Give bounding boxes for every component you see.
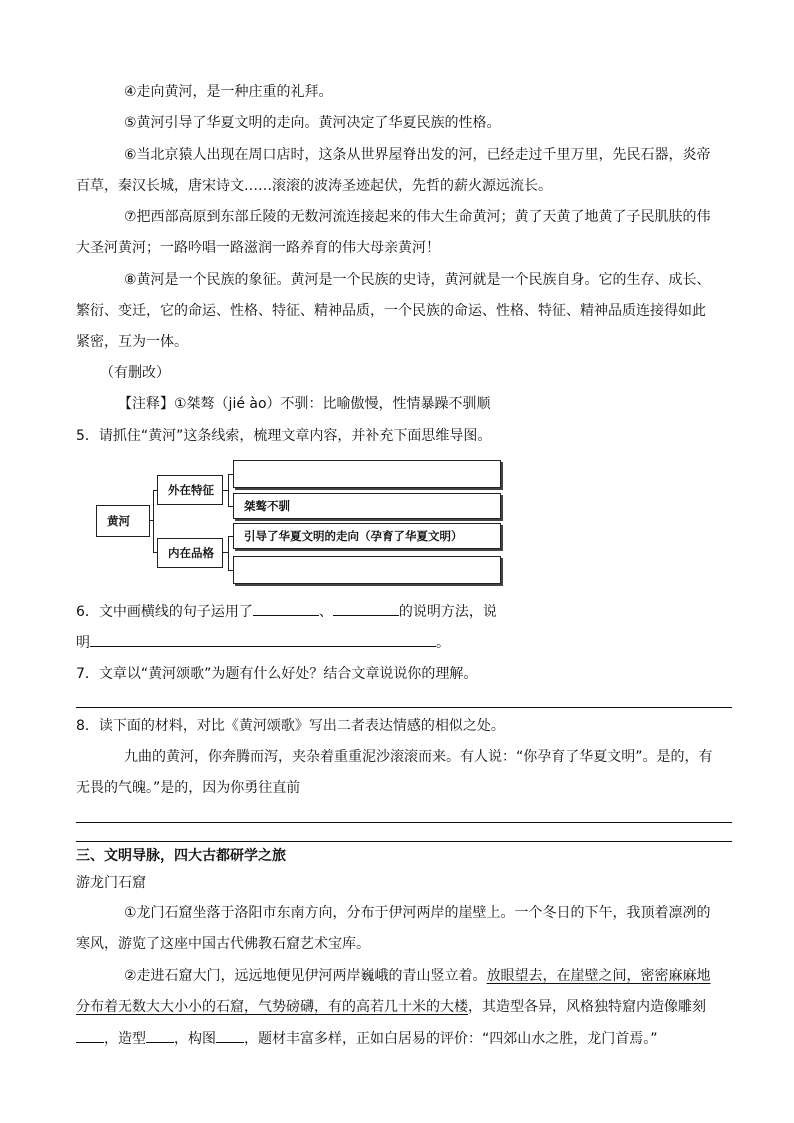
mind-map-leaf-3: 引导了华夏文明的走向（孕育了华夏文明） xyxy=(233,523,501,549)
paragraph-6-line-1: ⑥当北京猿人出现在周口店时，这条从世界屋脊出发的河，已经走过千里万里，先民石器，炎帝 xyxy=(124,147,711,163)
connector-line xyxy=(228,474,233,475)
question-8: 8．读下面的材料，对比《黄河颂歌》写出二者表达情感的相似之处。 xyxy=(76,718,505,734)
paragraph-8-line-1: ⑧黄河是一个民族的象征。黄河是一个民族的史诗，黄河就是一个民族自身。它的生存、成长、 xyxy=(124,272,711,288)
section-3-paragraph-2-line-1 xyxy=(124,966,711,986)
answer-blank-5[interactable] xyxy=(146,1028,174,1043)
answer-blank-3[interactable] xyxy=(90,632,436,647)
question-8-material-line-1: 九曲的黄河，你奔腾而泻，夹杂着重重泥沙滚滚而来。有人说：“你孕育了华夏文明”。是的，有 xyxy=(124,749,713,765)
p2-text-c: ，造型 xyxy=(104,1031,146,1047)
section-3-title: 三、文明导脉，四大古都研学之旅 xyxy=(76,848,286,864)
mind-map-root: 黄河 xyxy=(96,505,150,537)
connector-line xyxy=(228,570,233,571)
p2-underlined-sentence-a: 放眼望去，在崖壁之间，密密麻麻地 xyxy=(486,968,711,984)
paragraph-6-line-2: 百草，秦汉长城，唐宋诗文……滚滚的波涛圣迹起伏，先哲的薪火源远流长。 xyxy=(76,178,552,194)
section-3-paragraph-1-line-1: ①龙门石窟坐落于洛阳市东南方向，分布于伊河两岸的崖壁上。一个冬日的下午，我顶着凛冽的 xyxy=(124,905,711,921)
section-3-subtitle: 游龙门石窟 xyxy=(76,875,146,891)
mind-map-leaf-answer-1[interactable] xyxy=(233,460,501,488)
question-6 xyxy=(76,601,497,622)
edited-note: （有删改） xyxy=(100,365,170,381)
mind-map-leaf-answer-4[interactable] xyxy=(233,556,501,584)
paragraph-8-line-2: 繁衍、变迁，它的命运、性格、特征、精神品质，一个民族的命运、性格、特征、精神品质连接得如此 xyxy=(76,303,706,319)
paragraph-8-line-3: 紧密，互为一体。 xyxy=(76,334,188,350)
question-7: 7．文章以“黄河颂歌”为题有什么好处？结合文章说说你的理解。 xyxy=(76,666,478,682)
section-3-paragraph-1-line-2: 寒风，游览了这座中国古代佛教石窟艺术宝库。 xyxy=(76,936,370,952)
annotation-note: 【注释】①桀骜（jié ào）不驯：比喻傲慢，性情暴躁不驯顺 xyxy=(118,396,491,412)
mind-map-branch-external: 外在特征 xyxy=(157,475,223,505)
section-3-paragraph-2-line-2 xyxy=(76,997,706,1017)
answer-blank-4[interactable] xyxy=(76,1028,104,1043)
connector-line xyxy=(228,474,229,507)
answer-line-q8-1[interactable] xyxy=(76,822,732,823)
p2-text-e: ，题材丰富多样，正如白居易的评价：“四郊山水之胜，龙门首焉。” xyxy=(244,1031,658,1047)
p2-text-b: ，其造型各异，风格独特窟内造像雕刻 xyxy=(468,999,706,1015)
mind-map-leaf-2: 桀骜不驯 xyxy=(233,493,501,519)
question-6-sep: 、 xyxy=(318,604,333,620)
connector-line xyxy=(228,536,229,570)
question-6-text-b: 的说明方法，说 xyxy=(398,604,497,620)
question-6-end: 。 xyxy=(436,635,450,651)
question-5: 5．请抓住“黄河”这条线索，梳理文章内容，并补充下面思维导图。 xyxy=(76,428,492,444)
answer-blank-2[interactable] xyxy=(333,601,399,616)
p2-underlined-sentence-b: 分布着无数大大小小的石窟，气势磅礴，有的高若几十米的大楼 xyxy=(76,999,468,1015)
answer-line-q7[interactable] xyxy=(76,707,732,708)
paragraph-5: ⑤黄河引导了华夏文明的走向。黄河决定了华夏民族的性格。 xyxy=(124,115,501,131)
answer-line-q8-2[interactable] xyxy=(76,841,732,842)
paragraph-4: ④走向黄河，是一种庄重的礼拜。 xyxy=(124,84,333,100)
mind-map-branch-internal: 内在品格 xyxy=(157,538,223,568)
connector-line xyxy=(228,506,233,507)
connector-line xyxy=(153,552,157,553)
question-6-text-c: 明 xyxy=(76,635,90,651)
question-6-text-a: 6．文中画横线的句子运用了 xyxy=(76,604,253,620)
question-6-continued xyxy=(76,632,450,653)
connector-line xyxy=(153,490,154,553)
answer-blank-6[interactable] xyxy=(216,1028,244,1043)
connector-line xyxy=(153,490,157,491)
question-8-material-line-2: 无畏的气魄。”是的，因为你勇往直前 xyxy=(76,780,301,796)
paragraph-7-line-2: 大圣河黄河；一路吟唱一路滋润一路养育的伟大母亲黄河！ xyxy=(76,240,440,256)
p2-text-a: ②走进石窟大门，远远地便见伊河两岸巍峨的青山竖立着。 xyxy=(124,968,487,984)
p2-text-d: ，构图 xyxy=(174,1031,216,1047)
connector-line xyxy=(228,536,233,537)
section-3-paragraph-2-line-3 xyxy=(76,1028,658,1049)
answer-blank-1[interactable] xyxy=(253,601,319,616)
paragraph-7-line-1: ⑦把西部高原到东部丘陵的无数河流连接起来的伟大生命黄河；黄了天黄了地黄了子民肌肤的伟 xyxy=(124,209,711,225)
